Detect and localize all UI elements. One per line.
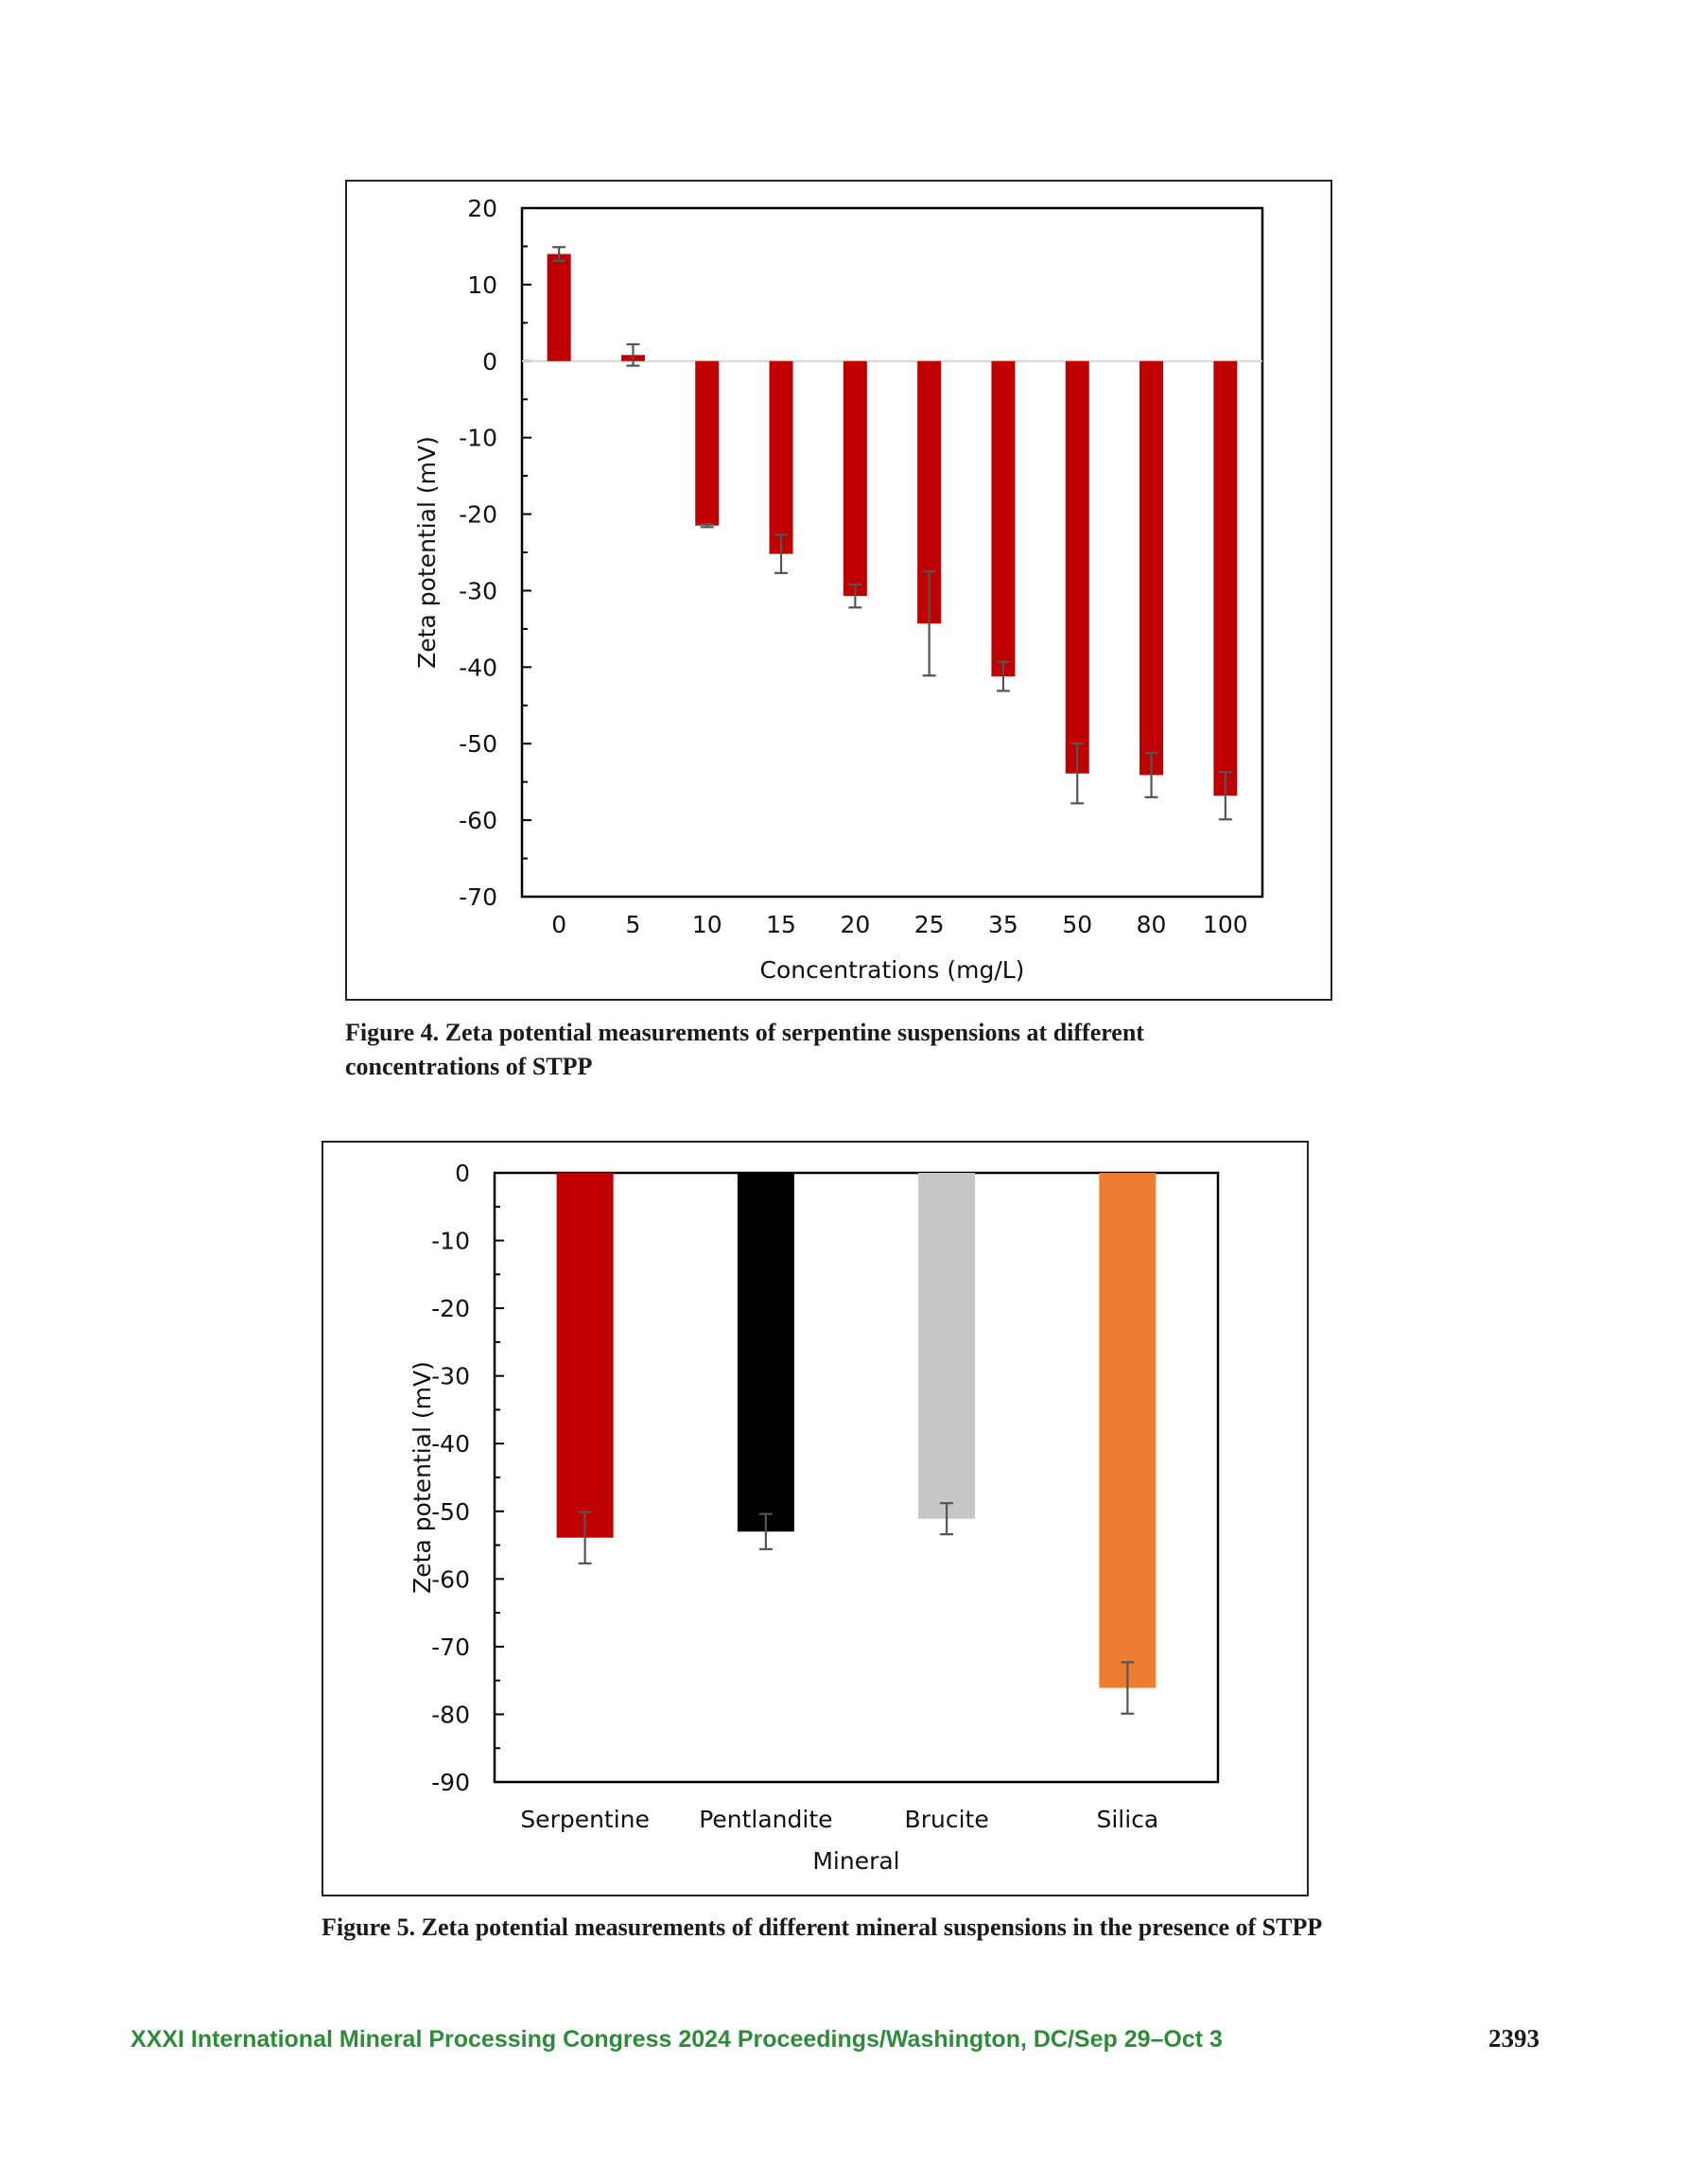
- y-tick-label: -50: [459, 730, 497, 759]
- page-number: 2393: [1488, 2024, 1539, 2053]
- x-tick-label: 100: [1202, 911, 1248, 938]
- y-axis-title: Zeta potential (mV): [409, 1361, 436, 1594]
- conference-footer: XXXI International Mineral Processing Congress 2024 Proceedings/Washington, DC/Sep 29–Oct 3: [130, 2026, 1223, 2053]
- y-tick-label: 10: [467, 271, 497, 299]
- x-tick-label: 25: [913, 911, 945, 938]
- y-tick-label: 0: [455, 1160, 470, 1187]
- x-tick-label: Pentlandite: [699, 1806, 833, 1833]
- x-tick-label: 35: [988, 911, 1018, 938]
- figure-5-caption: Figure 5. Zeta potential measurements of different mineral suspensions in the presence of STPP: [322, 1913, 1323, 1941]
- x-tick-label: 10: [691, 911, 722, 938]
- x-tick-label: 0: [551, 911, 567, 938]
- y-tick-label: 0: [482, 347, 497, 376]
- y-tick-label: -70: [459, 883, 497, 911]
- y-tick-label: -20: [459, 500, 497, 529]
- x-axis-title: Mineral: [812, 1847, 900, 1875]
- y-tick-label: -60: [459, 807, 497, 835]
- x-tick-label: 80: [1136, 911, 1167, 938]
- y-tick-label: -60: [431, 1565, 470, 1594]
- y-tick-label: -40: [459, 654, 497, 682]
- x-tick-label: Serpentine: [520, 1806, 650, 1833]
- y-tick-label: -90: [431, 1769, 470, 1796]
- figure-4-caption: Figure 4. Zeta potential measurements of serpentine suspensions at different concentrations of STPP: [345, 1019, 1144, 1080]
- y-tick-label: 20: [467, 195, 497, 222]
- x-tick-label: Brucite: [904, 1806, 989, 1833]
- y-axis-title: Zeta potential (mV): [413, 436, 441, 669]
- figure-4-frame: [345, 180, 1332, 1001]
- y-tick-label: -30: [459, 577, 497, 605]
- y-tick-label: -40: [431, 1430, 470, 1459]
- x-tick-label: 15: [766, 911, 796, 938]
- x-tick-label: 20: [840, 911, 871, 938]
- x-tick-label: 50: [1062, 911, 1093, 938]
- y-tick-label: -50: [431, 1497, 470, 1526]
- figure-5-frame: [322, 1141, 1309, 1896]
- y-tick-label: -30: [431, 1362, 470, 1390]
- x-tick-label: 5: [625, 911, 641, 938]
- y-tick-label: -10: [459, 424, 497, 452]
- y-tick-label: -10: [431, 1227, 470, 1255]
- x-tick-label: Silica: [1096, 1806, 1159, 1833]
- y-tick-label: -80: [431, 1701, 470, 1729]
- y-tick-label: -20: [431, 1295, 470, 1323]
- x-axis-title: Concentrations (mg/L): [759, 956, 1025, 984]
- y-tick-label: -70: [431, 1633, 470, 1661]
